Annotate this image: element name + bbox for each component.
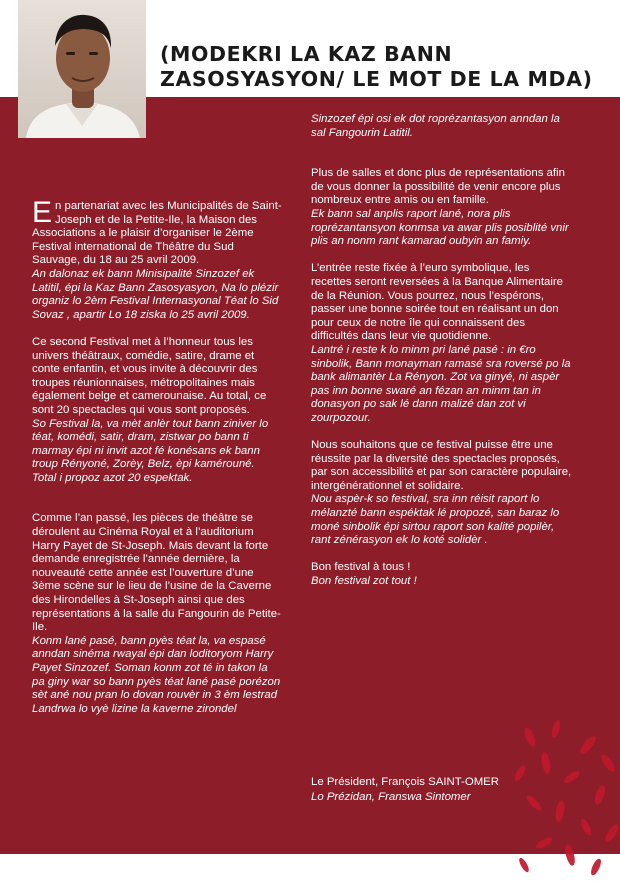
text-creole: So Festival la, va mèt anlèr tout bann ziniver lo téat, komédi, satir, dram, zistwar po bann ti marmay épi ni invit azot fé konésans ek bann troup Rényoné, Zorèy, Belz, èpi kamérouné. [32, 417, 269, 471]
paragraph-wishes [311, 439, 573, 548]
text-creole: Total i propoz azot 20 espektak. [32, 471, 193, 484]
paragraph-more-rooms [311, 167, 573, 249]
text-french: n partenariat avec les Municipalités de Saint-Joseph et de la Petite-Ile, la Maison des Associations a le plaisir d’organiser le 2ème Festival international de Théâtre du Sud Sauvage, du 18 au 25 avril 2009. [32, 200, 282, 267]
text-creole: An dalonaz ek bann Minisipalité Sinzozef ek Latitil, épi la Kaz Bann Zasosyasyon, Na lo plézir organiz lo 2èm Festival Internasyonal Téat lo Sid Sovaz , apartir Lo 18 ziska lo 25 avril 2009. [32, 267, 279, 321]
text-creole: Nou aspèr-k so festival, sra inn réisit raport lo mélanzté bann espéktak lé propozé, san baraz lo moné sinbolik épi sirtou raport son kalité popilèr, rant zénérasyon ek lo koté solidèr . [311, 493, 560, 547]
closing-creole: Bon festival zot tout ! [311, 575, 417, 587]
text-french: Ce second Festival met à l’honneur tous les univers théâtraux, comédie, satire, drame et conte enfantin, et vous invite à découvrir des troupes réunionnaises, métropolitaines mais également belge et camerounaise. Au total, ce sont 20 spectacles qui vous sont proposés. [32, 335, 267, 416]
text-french: L’entrée reste fixée à l’euro symbolique, les recettes seront reversées à la Banque Alimentaire de la Réunion. Vous pourrez, nous l’espérons, passer une bonne soirée tout en réalisant un don pour ceux de notre île qui connaissent des difficultés dans leur vie quotidienne. [311, 262, 563, 343]
text-creole: Sinzozef épi osi ek dot roprézantasyon anndan la sal Fangourin Latitil. [311, 113, 560, 139]
president-portrait-photo [18, 0, 146, 138]
paragraph-partnership [32, 196, 282, 322]
closing-french: Bon festival à tous ! [311, 561, 411, 574]
page-title: (MODEKRI LA KAZ BANN ZASOSYASYON/ LE MOT DE LA MDA) [160, 42, 593, 91]
signature-creole: Lo Prézidan, Franswa Sintomer [311, 790, 471, 803]
text-creole: Lantré i reste k lo minm pri lané pasé : in €ro sinbolik, Bann monayman ramasé sra roversé po la bank alimantèr La Rényon. Zot va ginyé, ni aspèr pas inn bonne swaré an fézan an minm tan in donasyon po sak lé dann malizé dan zot vi zourpozour. [311, 343, 571, 424]
text-french: Nous souhaitons que ce festival puisse être une réussite par la diversité des spectacles proposés, par son accessibilité et par son caractère populaire, intergénérationnel et solidaire. [311, 439, 572, 492]
paragraph-venues [32, 512, 282, 716]
paragraph-venues-continued [311, 113, 573, 140]
flower-petals-decoration [500, 715, 620, 885]
signature-french: Le Président, François SAINT-OMER [311, 776, 500, 788]
right-text-column [311, 113, 573, 602]
drop-cap: E [32, 196, 53, 229]
text-french: Comme l’an passé, les pièces de théâtre se déroulent au Cinéma Royal et à l’auditorium Harry Payet de St-Joseph. Mais devant la forte demande enregistrée l’année dernière, la nouveauté cette année est l’ouverture d’une 3ème scène sur le lieu de l’usine de la Caverne des Hirondelles à St-Joseph ainsi que des représentations à la salle du Fangourin de Petite-Ile. [32, 512, 281, 634]
paragraph-closing [311, 561, 573, 588]
paragraph-second-festival [32, 336, 282, 486]
paragraph-entry-price [311, 262, 573, 425]
text-creole: Ek bann sal anplis raport lané, nora plis roprézantansyon konmsa va awar plis posiblité vnir plis an nonm rant kamarad oubyin an famiy. [311, 207, 569, 248]
text-creole: Konm lané pasé, bann pyès téat la, va espasé anndan sinéma rwayal épi dan loditoryom Harry Payet Sinzozef. Soman konm zot té in takon la pa giny war so bann pyès téat lané pasé porézon sèt ané nou pran lo dovan rouvèr in 3 èm lestrad Landrwa lo vyè lizine la kaverne zirondel [32, 634, 281, 715]
left-text-column [32, 196, 282, 730]
text-french: Plus de salles et donc plus de représentations afin de vous donner la possibilité de venir encore plus nombreux entre amis ou en famille. [311, 167, 565, 207]
